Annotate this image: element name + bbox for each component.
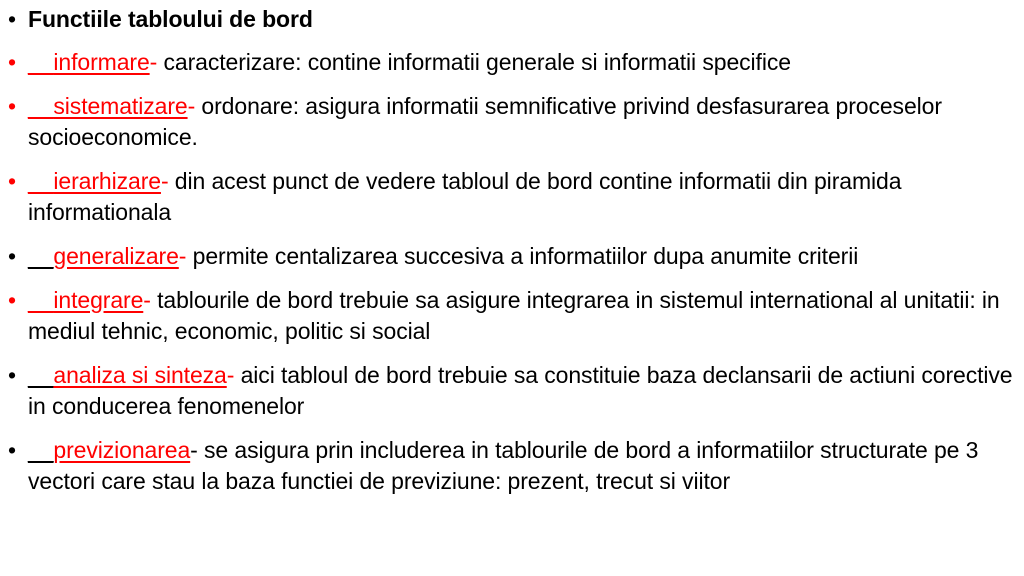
bullet-icon: • xyxy=(8,6,16,32)
item-description: tablourile de bord trebuie sa asigure integrarea in sistemul international al unitatii: in mediul tehnic, economic, politic si social xyxy=(28,287,1000,344)
list-item-sistematizare xyxy=(8,91,1014,153)
bullet-icon: • xyxy=(8,437,16,463)
bullet-icon: • xyxy=(8,93,16,119)
item-description: caracterizare: contine informatii generale si informatii specifice xyxy=(157,49,791,75)
term-suffix: - xyxy=(178,243,187,269)
term-prefix: __ xyxy=(28,168,54,194)
term-prefix: __ xyxy=(28,243,54,269)
item-description: aici tabloul de bord trebuie sa constituie baza declansarii de actiuni corective in conducerea fenomenelor xyxy=(28,362,1013,419)
item-description: se asigura prin includerea in tablourile de bord a informatiilor structurate pe 3 vectori care stau la baza functiei de previziune: prezent, trecut si viitor xyxy=(28,437,979,494)
term-suffix: - xyxy=(149,49,158,75)
term-integrare: integrare xyxy=(53,287,144,313)
term-ierarhizare: ierarhizare xyxy=(53,168,161,194)
list-item-ierarhizare xyxy=(8,166,1014,228)
term-prefix: __ xyxy=(28,49,54,75)
term-suffix: - xyxy=(226,362,235,388)
term-suffix: - xyxy=(190,437,198,463)
term-prefix: __ xyxy=(28,437,54,463)
term-informare: informare xyxy=(53,49,150,75)
term-prefix: __ xyxy=(28,287,54,313)
list-item-integrare xyxy=(8,285,1014,347)
term-suffix: - xyxy=(160,168,169,194)
slide-title-item xyxy=(8,4,1014,35)
term-prefix: __ xyxy=(28,362,54,388)
item-description: ordonare: asigura informatii semnificative privind desfasurarea proceselor socioeconomice. xyxy=(28,93,942,150)
list-item-previzionarea xyxy=(8,435,1014,497)
bullet-icon: • xyxy=(8,168,16,194)
item-description: din acest punct de vedere tabloul de bord contine informatii din piramida informationala xyxy=(28,168,902,225)
term-analiza-si-sinteza: analiza si sinteza xyxy=(53,362,227,388)
term-generalizare: generalizare xyxy=(53,243,179,269)
item-description: permite centalizarea succesiva a informatiilor dupa anumite criterii xyxy=(186,243,859,269)
slide-title: Functiile tabloului de bord xyxy=(28,6,313,32)
bullet-icon: • xyxy=(8,362,16,388)
list-item-informare xyxy=(8,47,1014,78)
bullet-icon: • xyxy=(8,243,16,269)
term-prefix: __ xyxy=(28,93,54,119)
term-sistematizare: sistematizare xyxy=(53,93,188,119)
term-previzionarea: previzionarea xyxy=(53,437,191,463)
bullet-icon: • xyxy=(8,287,16,313)
bullet-icon: • xyxy=(8,49,16,75)
bullet-list xyxy=(8,4,1014,510)
list-item-generalizare xyxy=(8,241,1014,272)
list-item-analiza-si-sinteza xyxy=(8,360,1014,422)
term-suffix: - xyxy=(187,93,196,119)
term-suffix: - xyxy=(143,287,151,313)
